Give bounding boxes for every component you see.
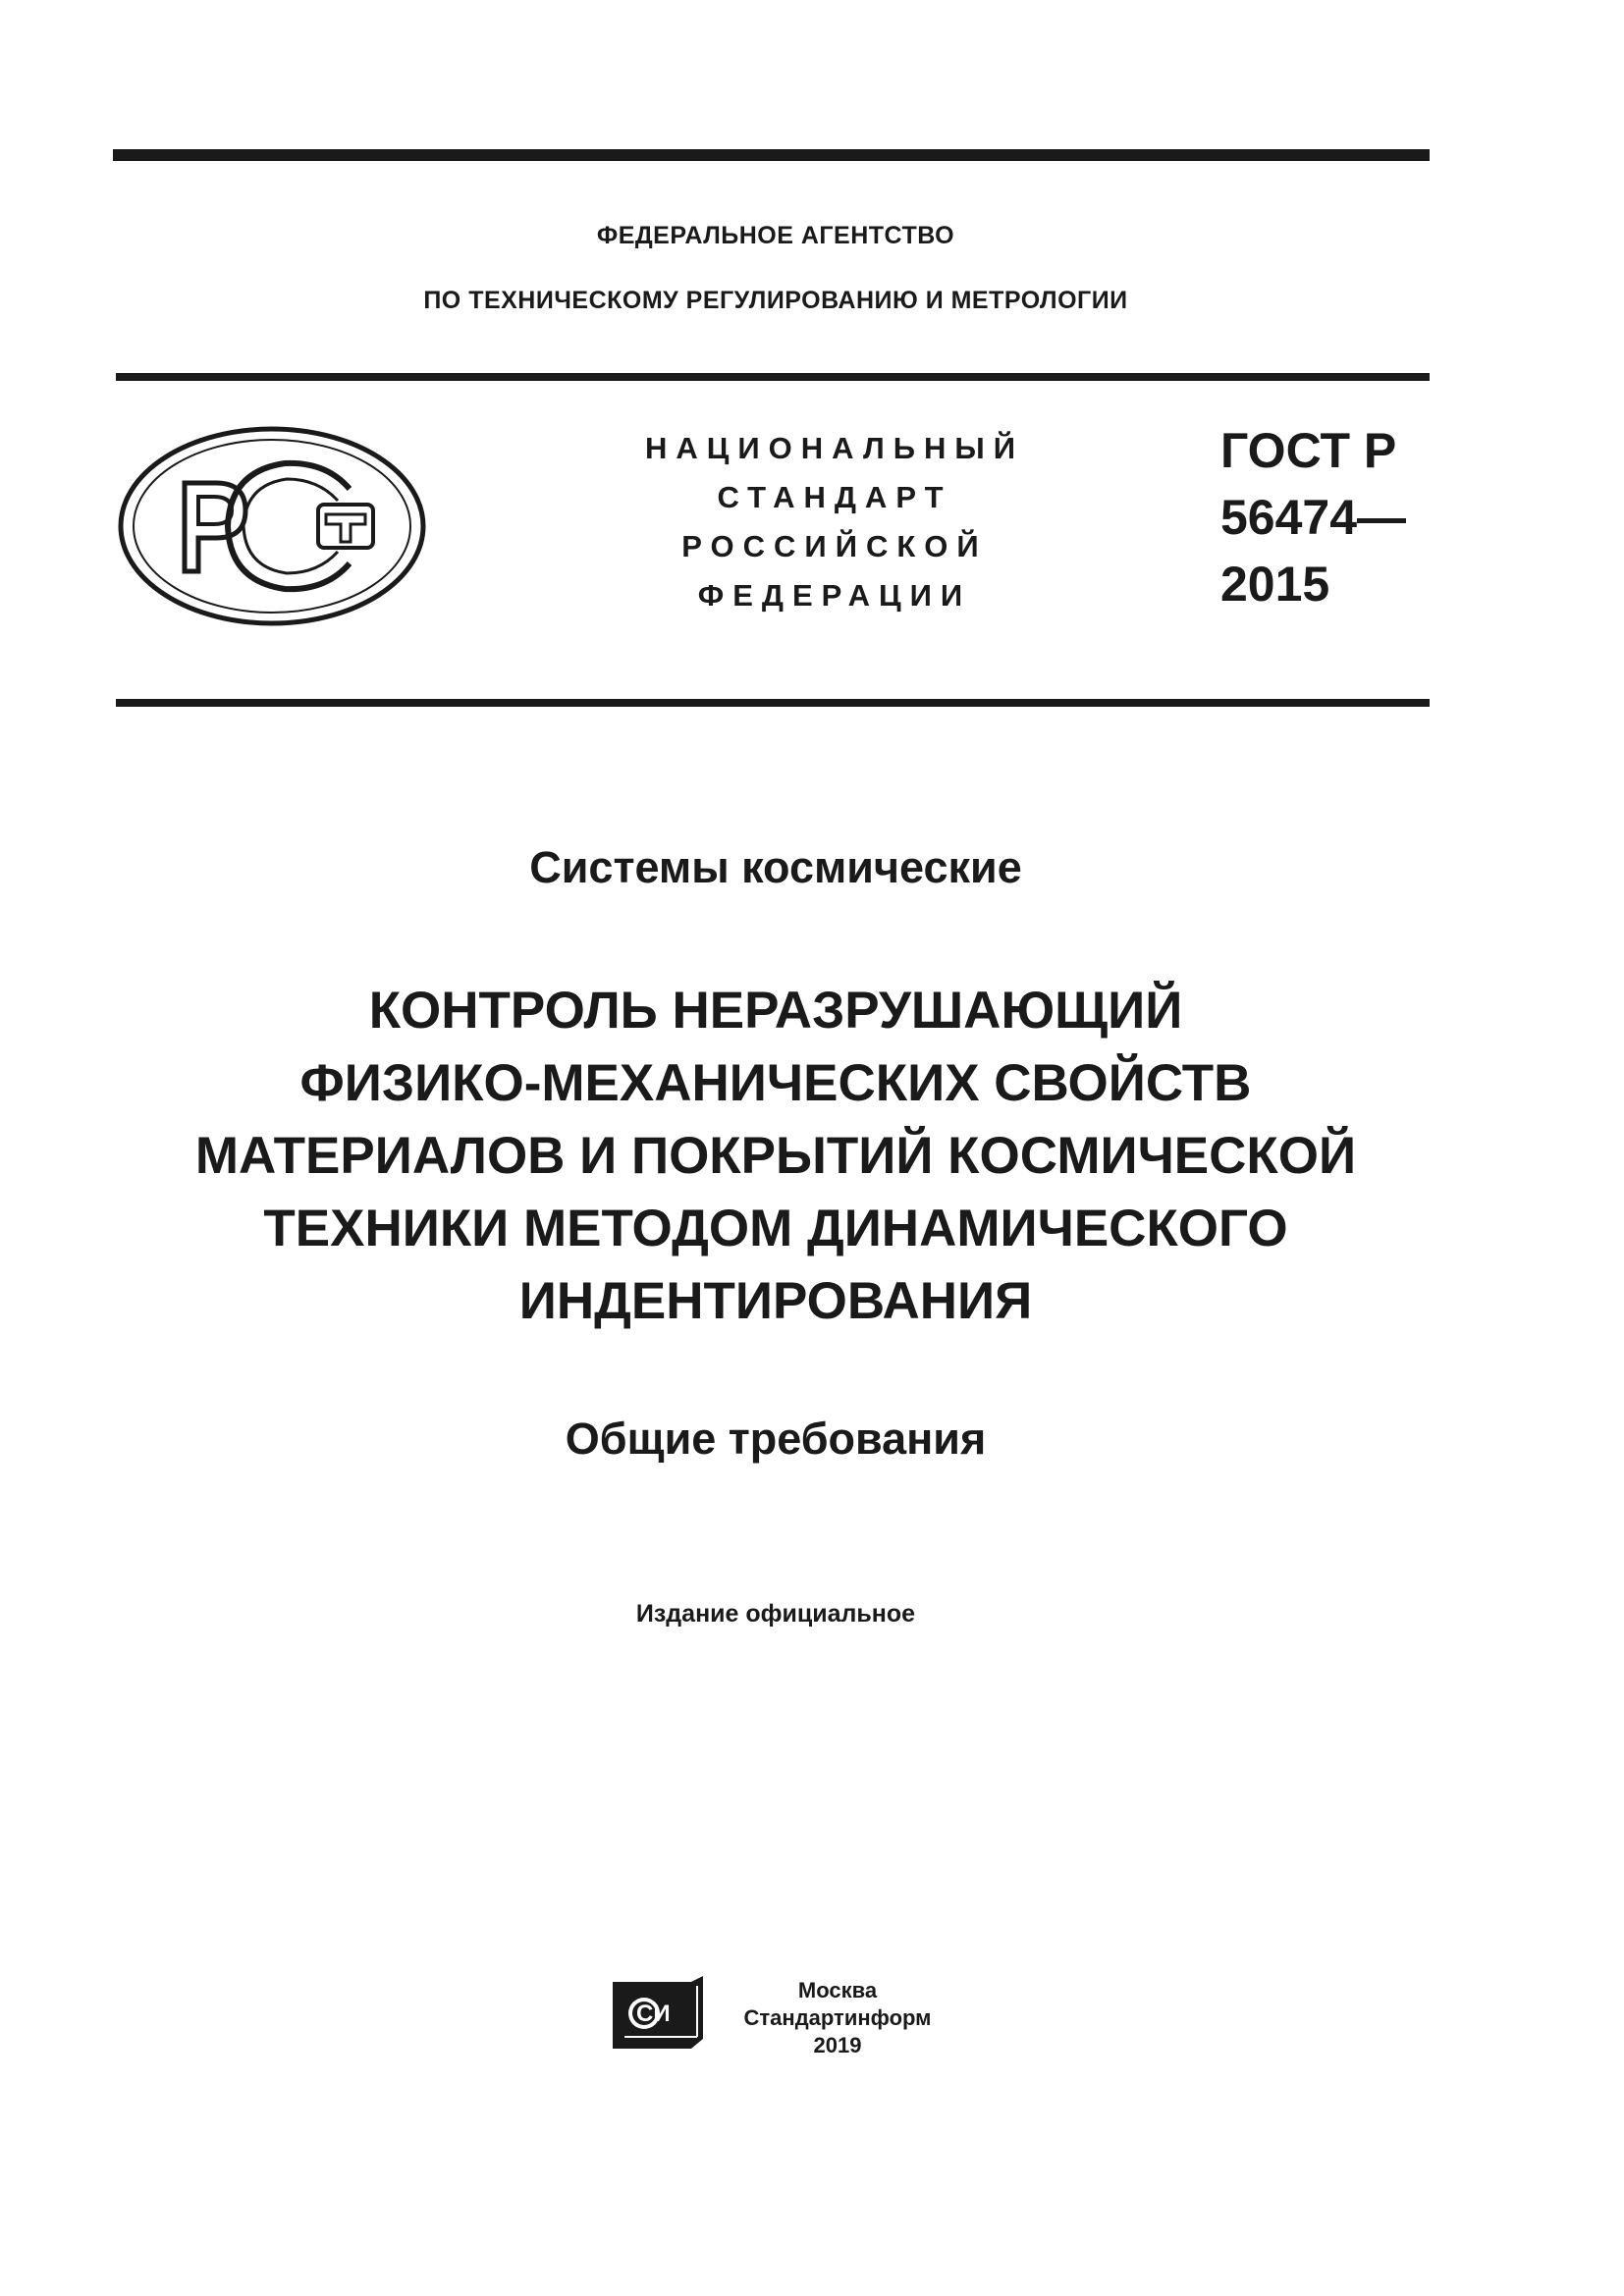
- top-rule: [113, 149, 1430, 161]
- national-standard-label: [609, 424, 1060, 620]
- gost-line: ГОСТ Р: [1220, 423, 1397, 478]
- publisher-info: [725, 1977, 950, 2059]
- publisher-city: Москва: [797, 1978, 878, 2002]
- title-line: ИНДЕНТИРОВАНИЯ: [518, 1272, 1033, 1330]
- title-line: КОНТРОЛЬ НЕРАЗРУШАЮЩИЙ: [368, 982, 1183, 1040]
- publisher-year: 2019: [813, 2033, 862, 2057]
- subtitle: Общие требования: [565, 1414, 987, 1464]
- middle-rule: [116, 373, 1430, 381]
- document-title: [0, 975, 1551, 1338]
- agency-line-1: ФЕДЕРАЛЬНОЕ АГЕНТСТВО: [596, 222, 955, 249]
- national-line: ФЕДЕРАЦИИ: [697, 578, 972, 613]
- title-line: МАТЕРИАЛОВ И ПОКРЫТИЙ КОСМИЧЕСКОЙ: [194, 1127, 1357, 1185]
- edition-label: Издание официальное: [635, 1600, 916, 1628]
- title-line: ТЕХНИКИ МЕТОДОМ ДИНАМИЧЕСКОГО: [263, 1200, 1288, 1257]
- publisher-logo-text: СИ: [636, 2001, 671, 2027]
- publisher-name: Стандартинформ: [743, 2005, 932, 2030]
- gost-number: [1220, 417, 1406, 617]
- title-line: ФИЗИКО-МЕХАНИЧЕСКИХ СВОЙСТВ: [299, 1054, 1252, 1112]
- gost-line: 2015: [1220, 557, 1330, 612]
- national-line: СТАНДАРТ: [717, 480, 952, 514]
- series-title: Системы космические: [529, 842, 1022, 892]
- standartinform-logo-icon: [611, 1976, 705, 2053]
- lower-rule: [116, 699, 1430, 707]
- national-line: НАЦИОНАЛЬНЫЙ: [644, 431, 1025, 465]
- rst-certification-logo-icon: [116, 424, 428, 628]
- gost-line: 56474—: [1220, 490, 1407, 545]
- national-line: РОССИЙСКОЙ: [681, 529, 988, 563]
- agency-line-2: ПО ТЕХНИЧЕСКОМУ РЕГУЛИРОВАНИЮ И МЕТРОЛОГИИ: [423, 287, 1128, 314]
